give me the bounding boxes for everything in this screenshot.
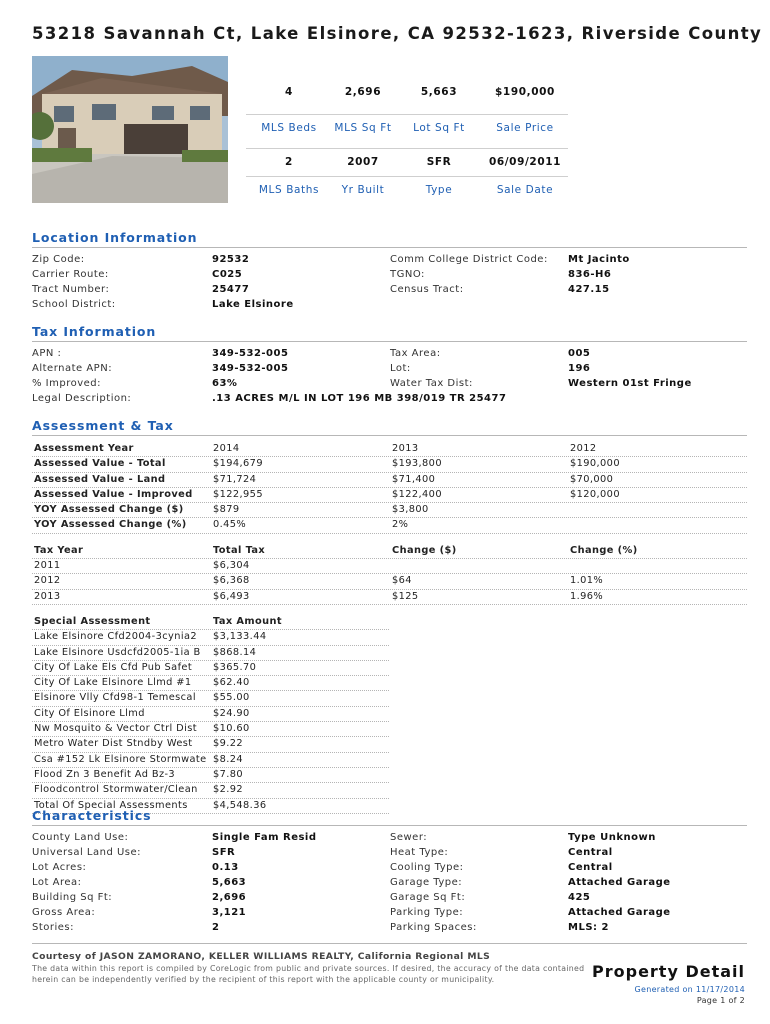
cell: $125 (392, 590, 419, 602)
field-label: Tract Number: (32, 284, 110, 295)
mls-baths-value: 2 (285, 156, 293, 168)
field-label: Alternate APN: (32, 363, 113, 374)
field-value: 92532 (212, 254, 250, 265)
characteristics-fields (32, 832, 747, 937)
sale-date-value: 06/09/2011 (488, 156, 562, 168)
field-label: Stories: (32, 922, 75, 933)
field-value: 349-532-005 (212, 348, 289, 359)
field-label: County Land Use: (32, 832, 129, 843)
cell: $4,548.36 (213, 799, 267, 811)
cell: Elsinore Vlly Cfd98-1 Temescal (34, 692, 196, 704)
cell: $190,000 (570, 458, 620, 470)
cell: $64 (392, 575, 412, 587)
field-value: Attached Garage (568, 907, 671, 918)
sale-date-label: Sale Date (496, 184, 554, 196)
field-value: 5,663 (212, 877, 247, 888)
cell: 2013 (34, 590, 61, 602)
field-label: Carrier Route: (32, 269, 109, 280)
location-fields (32, 254, 747, 314)
row-label: Assessed Value - Land (34, 473, 166, 485)
table-row (32, 518, 747, 533)
field-label: Universal Land Use: (32, 847, 142, 858)
cell: $62.40 (213, 677, 250, 689)
row-label: YOY Assessed Change (%) (34, 519, 187, 531)
tax-row (32, 348, 747, 363)
field-value: MLS: 2 (568, 922, 609, 933)
stats-row-1-labels (246, 114, 626, 142)
field-label: Legal Description: (32, 393, 132, 404)
table-row (32, 737, 389, 752)
field-value: SFR (212, 847, 236, 858)
report-title: Property Detail (592, 962, 745, 981)
cell: City Of Elsinore Llmd (34, 707, 145, 719)
field-value: 2 (212, 922, 220, 933)
page-number: Page 1 of 2 (696, 996, 745, 1005)
field-value: Central (568, 862, 613, 873)
mls-baths-label: MLS Baths (258, 184, 320, 196)
disclaimer-text: The data within this report is compiled by CoreLogic from public and private sources. If desired, the accuracy of the data contained herein can be independently verified by the recipient of this report with the applicable county or municipality. (32, 964, 585, 984)
field-value: 196 (568, 363, 591, 374)
stats-grid (246, 86, 626, 204)
table-row (32, 488, 747, 503)
footer-divider (32, 943, 747, 944)
field-value: C025 (212, 269, 243, 280)
field-label: TGNO: (390, 269, 425, 280)
cell: 1.01% (570, 575, 604, 587)
stats-row-1-values (246, 86, 626, 114)
field-label: Garage Sq Ft: (390, 892, 466, 903)
tax-row (32, 363, 747, 378)
characteristics-row (32, 892, 747, 907)
field-label: Sewer: (390, 832, 428, 843)
field-value: 427.15 (568, 284, 610, 295)
yr-built-label: Yr Built (341, 184, 385, 196)
cell: Csa #152 Lk Elsinore Stormwate (34, 753, 207, 765)
tax-section (32, 324, 747, 408)
field-label: Cooling Type: (390, 862, 464, 873)
assessment-table (32, 442, 747, 534)
location-row (32, 284, 747, 299)
tax-row (32, 393, 747, 408)
cell: $868.14 (213, 646, 257, 658)
field-value: 349-532-005 (212, 363, 289, 374)
yr-built-value: 2007 (347, 156, 379, 168)
cell: 1.96% (570, 590, 604, 602)
cell: $122,955 (213, 488, 263, 500)
characteristics-row (32, 877, 747, 892)
cell: $365.70 (213, 661, 257, 673)
cell: $120,000 (570, 488, 620, 500)
cell: Total Of Special Assessments (34, 799, 188, 811)
field-value: 25477 (212, 284, 250, 295)
cell: $71,400 (392, 473, 436, 485)
field-value: Lake Elsinore (212, 299, 294, 310)
stats-row-2-labels (246, 176, 626, 204)
cell: $3,133.44 (213, 631, 267, 643)
column-header: Special Assessment (34, 615, 151, 627)
field-value: 836-H6 (568, 269, 612, 280)
cell: $2.92 (213, 784, 244, 796)
table-row (32, 722, 389, 737)
mls-sqft-value: 2,696 (344, 86, 382, 98)
table-row (32, 544, 747, 559)
field-label: School District: (32, 299, 116, 310)
property-photo (32, 56, 228, 203)
cell: Metro Water Dist Stndby West (34, 738, 193, 750)
row-label: Assessed Value - Total (34, 458, 166, 470)
cell: $193,800 (392, 458, 442, 470)
table-row (32, 574, 747, 589)
cell: Flood Zn 3 Benefit Ad Bz-3 (34, 768, 176, 780)
column-header: 2012 (570, 443, 597, 454)
characteristics-row (32, 832, 747, 847)
tax-fields (32, 348, 747, 408)
cell: Nw Mosquito & Vector Ctrl Dist (34, 723, 197, 735)
location-title: Location Information (32, 230, 747, 248)
field-value: 425 (568, 892, 591, 903)
page-title: 53218 Savannah Ct, Lake Elsinore, CA 92532-1623, Riverside County (32, 24, 763, 43)
cell: $8.24 (213, 753, 244, 765)
field-value: Attached Garage (568, 877, 671, 888)
mls-beds-label: MLS Beds (261, 122, 317, 134)
field-label: Tax Area: (390, 348, 441, 359)
field-value: 2,696 (212, 892, 247, 903)
field-label: Comm College District Code: (390, 254, 548, 265)
cell: $71,724 (213, 473, 257, 485)
field-label: % Improved: (32, 378, 102, 389)
cell: 0.45% (213, 519, 247, 531)
table-row (32, 691, 389, 706)
field-label: Lot Area: (32, 877, 82, 888)
characteristics-row (32, 907, 747, 922)
column-header: Change (%) (570, 544, 638, 556)
field-label: APN : (32, 348, 62, 359)
cell: Floodcontrol Stormwater/Clean (34, 784, 198, 796)
characteristics-section (32, 808, 747, 937)
row-label: YOY Assessed Change ($) (34, 504, 184, 516)
tax-row (32, 378, 747, 393)
location-row (32, 269, 747, 284)
column-header: Total Tax (213, 544, 266, 556)
field-value: 005 (568, 348, 591, 359)
tax-history-table (32, 544, 747, 605)
column-header: Assessment Year (34, 443, 134, 454)
field-label: Lot Acres: (32, 862, 87, 873)
mls-beds-value: 4 (285, 86, 293, 98)
characteristics-row (32, 922, 747, 937)
cell: $6,304 (213, 560, 250, 572)
cell: $9.22 (213, 738, 244, 750)
cell: $10.60 (213, 723, 250, 735)
table-row (32, 661, 389, 676)
assessment-section (32, 418, 747, 814)
location-section (32, 230, 747, 314)
field-value: 63% (212, 378, 238, 389)
cell: $3,800 (392, 504, 429, 516)
special-assessment-table (32, 615, 389, 814)
field-label: Lot: (390, 363, 411, 374)
table-row (32, 559, 747, 574)
table-row (32, 768, 389, 783)
field-label: Building Sq Ft: (32, 892, 113, 903)
cell: $194,679 (213, 458, 263, 470)
table-row (32, 442, 747, 457)
characteristics-row (32, 862, 747, 877)
cell: Lake Elsinore Cfd2004-3cynia2 (34, 631, 197, 643)
table-row (32, 503, 747, 518)
field-label: Water Tax Dist: (390, 378, 473, 389)
field-label: Census Tract: (390, 284, 464, 295)
courtesy-text: Courtesy of JASON ZAMORANO, KELLER WILLIAMS REALTY, California Regional MLS (32, 951, 491, 962)
field-label: Heat Type: (390, 847, 449, 858)
column-header: Tax Year (34, 544, 84, 556)
table-row (32, 783, 389, 798)
column-header: Change ($) (392, 544, 457, 556)
cell: $70,000 (570, 473, 614, 485)
lot-sqft-value: 5,663 (420, 86, 458, 98)
table-row (32, 615, 389, 630)
field-label: Zip Code: (32, 254, 85, 265)
field-value: Western 01st Fringe (568, 378, 692, 389)
table-row (32, 457, 747, 472)
location-row (32, 299, 747, 314)
field-label: Gross Area: (32, 907, 96, 918)
sale-price-value: $190,000 (495, 86, 555, 98)
cell: 2012 (34, 575, 61, 587)
location-row (32, 254, 747, 269)
field-label: Parking Type: (390, 907, 464, 918)
cell: $55.00 (213, 692, 250, 704)
type-label: Type (425, 184, 453, 196)
table-row (32, 646, 389, 661)
field-value: .13 ACRES M/L IN LOT 196 MB 398/019 TR 25477 (212, 393, 507, 404)
type-value: SFR (426, 156, 452, 168)
characteristics-title: Characteristics (32, 808, 747, 826)
field-value: Central (568, 847, 613, 858)
sale-price-label: Sale Price (496, 122, 554, 134)
cell: City Of Lake Els Cfd Pub Safet (34, 661, 193, 673)
field-value: Single Fam Resid (212, 832, 317, 843)
cell: $6,493 (213, 590, 250, 602)
row-label: Assessed Value - Improved (34, 488, 193, 500)
column-header: Tax Amount (213, 615, 282, 627)
table-row (32, 676, 389, 691)
stats-row-2-values (246, 148, 626, 176)
field-value: 0.13 (212, 862, 239, 873)
table-row (32, 753, 389, 768)
lot-sqft-label: Lot Sq Ft (413, 122, 465, 134)
field-value: Mt Jacinto (568, 254, 630, 265)
field-value: Type Unknown (568, 832, 656, 843)
table-row (32, 630, 389, 645)
cell: 2% (392, 519, 409, 531)
table-row (32, 590, 747, 605)
cell: Lake Elsinore Usdcfd2005-1ia B (34, 646, 201, 658)
mls-sqft-label: MLS Sq Ft (334, 122, 392, 134)
tax-title: Tax Information (32, 324, 747, 342)
cell: $7.80 (213, 768, 244, 780)
table-row (32, 473, 747, 488)
column-header: 2014 (213, 443, 240, 454)
cell: $24.90 (213, 707, 250, 719)
field-value: 3,121 (212, 907, 247, 918)
cell: $879 (213, 504, 240, 516)
generated-date: Generated on 11/17/2014 (634, 985, 745, 994)
characteristics-row (32, 847, 747, 862)
field-label: Parking Spaces: (390, 922, 477, 933)
cell: City Of Lake Elsinore Llmd #1 (34, 677, 192, 689)
cell: $122,400 (392, 488, 442, 500)
field-label: Garage Type: (390, 877, 463, 888)
assessment-title: Assessment & Tax (32, 418, 747, 436)
table-row (32, 707, 389, 722)
column-header: 2013 (392, 443, 419, 454)
cell: 2011 (34, 560, 61, 572)
cell: $6,368 (213, 575, 250, 587)
